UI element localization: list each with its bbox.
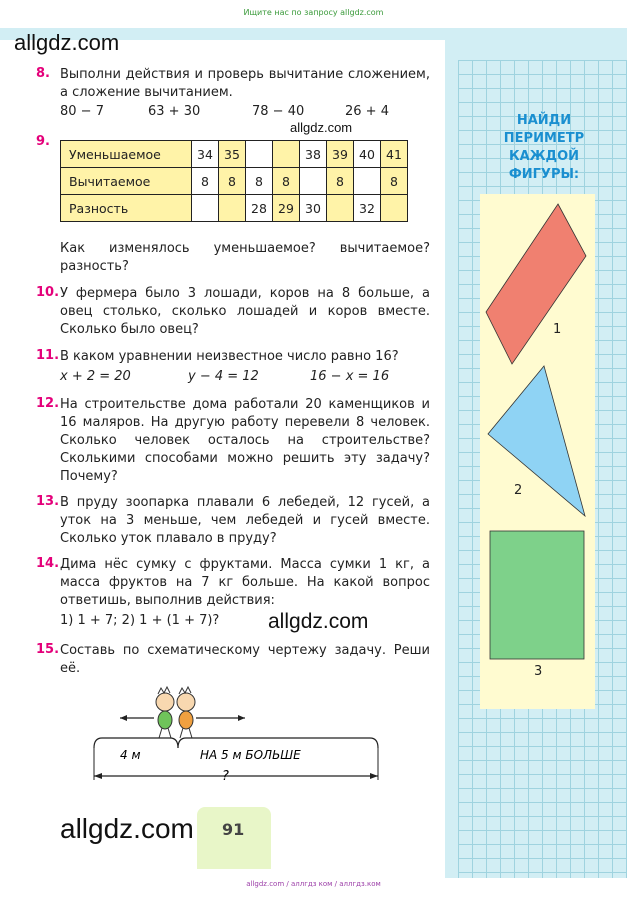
top-note: Ищите нас по запросу allgdz.com xyxy=(243,8,384,17)
task-number: 15. xyxy=(36,642,60,657)
total-label: ? xyxy=(222,769,229,784)
title-line: НАЙДИ xyxy=(516,113,572,128)
title-line: ФИГУРЫ: xyxy=(508,167,580,182)
task-question: Как изменялось уменьшаемое? вычитаемое? разность? xyxy=(60,241,430,274)
expression: 78 − 40 xyxy=(252,104,305,119)
task-actions: 1) 1 + 7; 2) 1 + (1 + 7)? xyxy=(60,613,220,628)
figure-label: 2 xyxy=(514,483,523,498)
figure-label: 3 xyxy=(534,664,543,679)
watermark: allgdz.com xyxy=(268,610,369,633)
table-cell: 28 xyxy=(246,195,273,222)
table-cell xyxy=(246,141,273,168)
task-number: 13. xyxy=(36,494,60,509)
task-number: 12. xyxy=(36,396,60,411)
triangle-figure xyxy=(488,366,585,516)
table-cell: 32 xyxy=(354,195,381,222)
equation: 16 − x = 16 xyxy=(310,369,390,384)
segment-label: 4 м xyxy=(120,748,141,762)
task-number: 14. xyxy=(36,556,60,571)
parallelogram-figure xyxy=(486,204,586,364)
table-cell: 8 xyxy=(381,168,408,195)
table-cell: 41 xyxy=(381,141,408,168)
table-cell: 8 xyxy=(192,168,219,195)
table-cell: 8 xyxy=(327,168,354,195)
rectangle-figure xyxy=(490,531,584,659)
table-row xyxy=(61,141,408,168)
row-label: Разность xyxy=(61,195,192,222)
table-cell: 40 xyxy=(354,141,381,168)
page-number: 91 xyxy=(222,820,245,839)
figure-label: 1 xyxy=(553,322,562,337)
watermark: allgdz.com xyxy=(14,30,120,55)
data-table xyxy=(60,140,408,222)
table-cell xyxy=(381,195,408,222)
task-text: В пруду зоопарка плавали 6 лебедей, 12 гусей, а уток на 3 меньше, чем лебедей и гусей вместе. Сколько уток плавало в пруду? xyxy=(60,495,430,546)
side-panel-title xyxy=(494,112,594,184)
table-cell xyxy=(273,141,300,168)
table-cell: 8 xyxy=(246,168,273,195)
equation: y − 4 = 12 xyxy=(188,369,259,384)
task-text: Дима нёс сумку с фруктами. Масса сумки 1 кг, а масса фруктов на 7 кг больше. На какой вопрос ответишь, выполнив действия: xyxy=(60,557,430,608)
watermark: allgdz.com xyxy=(290,120,353,135)
table-cell: 34 xyxy=(192,141,219,168)
task-text: В каком уравнении неизвестное число равно 16? xyxy=(60,349,399,364)
table-cell: 35 xyxy=(219,141,246,168)
expression: 80 − 7 xyxy=(60,104,104,119)
expression: 63 + 30 xyxy=(148,104,201,119)
table-cell xyxy=(354,168,381,195)
title-line: КАЖДОЙ xyxy=(508,149,580,164)
task-text: На строительстве дома работали 20 каменщиков и 16 маляров. На другую работу перевели 8 человек. Сколько человек осталось на строительстве? Сколькими способами можно решить эту задачу? Почему? xyxy=(60,397,430,484)
table-cell xyxy=(300,168,327,195)
table-row xyxy=(61,168,408,195)
table-cell: 8 xyxy=(273,168,300,195)
table-cell: 29 xyxy=(273,195,300,222)
watermark: allgdz.com xyxy=(60,813,194,844)
task-number: 10. xyxy=(36,285,60,300)
equation: x + 2 = 20 xyxy=(60,369,131,384)
title-line: ПЕРИМЕТР xyxy=(503,131,585,146)
footer: allgdz.com / аллгдз ком / аллгдз.ком xyxy=(246,880,381,888)
table-row xyxy=(61,195,408,222)
figures xyxy=(480,194,595,709)
row-label: Уменьшаемое xyxy=(61,141,192,168)
children-illustration xyxy=(156,687,195,738)
task-text: Составь по схематическому чертежу задачу. Реши её. xyxy=(60,643,430,676)
table-cell: 38 xyxy=(300,141,327,168)
expression: 26 + 4 xyxy=(345,104,389,119)
table-cell: 8 xyxy=(219,168,246,195)
task-text: Выполни действия и проверь вычитание сложением, а сложение вычитанием. xyxy=(60,67,430,100)
task-number: 11. xyxy=(36,348,60,363)
task-text: У фермера было 3 лошади, коров на 8 больше, а овец столько, сколько лошадей и коров вместе. Сколько было овец? xyxy=(60,286,430,337)
segment-label: НА 5 м БОЛЬШЕ xyxy=(200,748,301,762)
table-cell xyxy=(219,195,246,222)
row-label: Вычитаемое xyxy=(61,168,192,195)
table-cell xyxy=(192,195,219,222)
task-number: 8. xyxy=(36,66,50,81)
task-number: 9. xyxy=(36,134,50,149)
table-cell: 39 xyxy=(327,141,354,168)
schematic-diagram xyxy=(80,680,390,790)
table-cell: 30 xyxy=(300,195,327,222)
table-cell xyxy=(327,195,354,222)
